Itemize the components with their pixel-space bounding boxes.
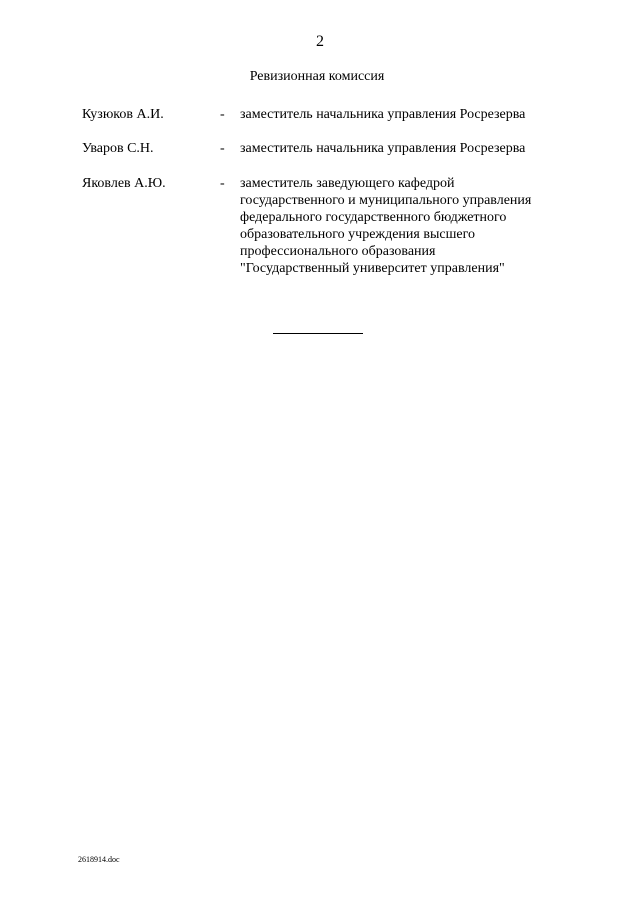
member-name: Уваров С.Н. — [82, 141, 154, 156]
page-number: 2 — [316, 33, 324, 50]
member-position: заместитель заведующего кафедрой государственного и муниципального управления федерального государственного бюджетного образовательного учреждения высшего профессионального образования "Государственный университет управления" — [240, 176, 532, 276]
section-title: Ревизионная комиссия — [249, 69, 385, 84]
member-position: заместитель начальника управления Росрезерва — [240, 107, 526, 122]
footer-document-id: 2618914.doc — [78, 855, 120, 864]
member-position: заместитель начальника управления Росрезерва — [240, 141, 526, 156]
member-dash: - — [220, 141, 225, 156]
closing-separator-line — [273, 333, 363, 334]
member-name: Яковлев А.Ю. — [82, 176, 166, 191]
member-name: Кузюков А.И. — [82, 107, 164, 122]
member-dash: - — [220, 176, 225, 191]
member-dash: - — [220, 107, 225, 122]
